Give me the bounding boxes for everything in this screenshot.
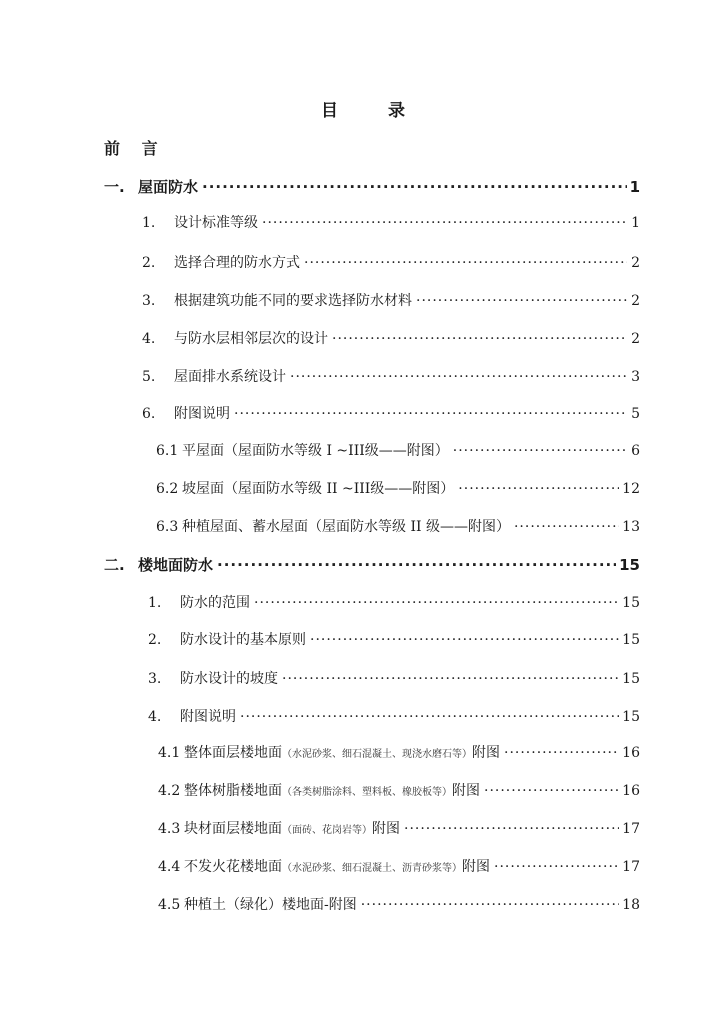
- toc-entry-page: 3: [631, 369, 640, 385]
- page-title: 目 录: [321, 101, 427, 121]
- toc-entry-title: 防水设计的基本原则: [180, 632, 306, 648]
- toc-entry-page: 18: [622, 897, 640, 913]
- toc-entry-title: 选择合理的防水方式: [174, 255, 300, 271]
- toc-entry-number: 4.4: [158, 859, 181, 875]
- toc-entry-title: 附图说明: [174, 406, 230, 422]
- toc-entry-page: 2: [631, 255, 640, 271]
- toc-leader-dots: [202, 178, 627, 196]
- toc-entry-number: 4.5: [158, 897, 181, 913]
- toc-entry-number: 4.3: [158, 821, 181, 837]
- toc-entry[interactable]: [158, 856, 640, 878]
- toc-entry-number: 4.: [142, 331, 156, 347]
- toc-entry[interactable]: [158, 894, 640, 916]
- toc-entry-note: （水泥砂浆、细石混凝土、沥青砂浆等）: [282, 863, 462, 874]
- toc-entry-note: （各类树脂涂料、塑料板、橡胶板等）: [282, 787, 452, 798]
- toc-entry[interactable]: [156, 440, 640, 462]
- toc-leader-dots: [514, 519, 619, 535]
- toc-leader-dots: [217, 556, 616, 574]
- toc-entry-title: 防水的范围: [180, 595, 250, 611]
- toc-entry-title: 防水设计的坡度: [180, 671, 278, 687]
- toc-entry-number: 3.: [142, 293, 156, 309]
- toc-leader-dots: [458, 481, 619, 497]
- toc-leader-dots: [504, 745, 619, 761]
- toc-entry-page: 12: [622, 481, 640, 497]
- toc-leader-dots: [494, 859, 619, 875]
- toc-leader-dots: [234, 406, 627, 422]
- toc-leader-dots: [361, 897, 619, 913]
- toc-entry-number: 5.: [142, 369, 156, 385]
- toc-leader-dots: [332, 331, 627, 347]
- toc-preface: 前 言: [104, 139, 166, 158]
- toc-leader-dots: [404, 821, 619, 837]
- toc-entry-title: 设计标准等级: [174, 215, 258, 231]
- toc-entry[interactable]: [142, 366, 640, 388]
- toc-entry-page: 5: [631, 406, 640, 422]
- toc-leader-dots: [240, 709, 619, 725]
- toc-entry-title: 坡屋面（屋面防水等级 II ~III级——附图）: [182, 481, 455, 497]
- toc-entry-title: 整体面层楼地面: [184, 745, 282, 761]
- toc-entry-title: 块材面层楼地面: [184, 821, 282, 837]
- toc-entry-number: 2.: [142, 255, 156, 271]
- toc-entry-note: （面砖、花岗岩等）: [282, 825, 372, 836]
- toc-entry-number: 6.: [142, 406, 156, 422]
- toc-entry-title: 不发火花楼地面: [184, 859, 282, 875]
- toc-leader-dots: [282, 671, 619, 687]
- toc-entry[interactable]: [142, 328, 640, 350]
- toc-entry-number: 6.2: [156, 481, 179, 497]
- toc-entry-title: 附图说明: [180, 709, 236, 725]
- toc-entry[interactable]: [158, 780, 640, 802]
- toc-leader-dots: [304, 255, 627, 271]
- toc-entry-page: 15: [622, 595, 640, 611]
- toc-entry-page: 13: [622, 519, 640, 535]
- toc-entry-suffix: 附图: [452, 783, 480, 799]
- toc-leader-dots: [416, 293, 627, 309]
- toc-entry-page: 16: [622, 783, 640, 799]
- toc-entry[interactable]: [148, 592, 640, 614]
- toc-leader-dots: [290, 369, 627, 385]
- toc-entry-title: 屋面防水: [138, 178, 199, 196]
- toc-entry-suffix: 附图: [472, 745, 500, 761]
- toc-entry[interactable]: [158, 818, 640, 840]
- toc-entry-page: 2: [631, 293, 640, 309]
- toc-entry[interactable]: [148, 668, 640, 690]
- toc-entry-number: 4.2: [158, 783, 181, 799]
- toc-entry-suffix: 附图: [372, 821, 400, 837]
- toc-leader-dots: [453, 443, 627, 459]
- toc-leader-dots: [310, 632, 619, 648]
- toc-entry-title: 楼地面防水: [138, 556, 214, 574]
- toc-entry[interactable]: [142, 403, 640, 425]
- toc-entry-number: 6.1: [156, 443, 179, 459]
- toc-entry-title: 平屋面（屋面防水等级 I ~III级——附图）: [182, 443, 449, 459]
- toc-entry-page: 6: [631, 443, 640, 459]
- toc-entry[interactable]: [104, 176, 640, 198]
- toc-entry[interactable]: [142, 252, 640, 274]
- toc-entry-number: 1.: [142, 215, 156, 231]
- toc-entry-number: 1.: [148, 595, 162, 611]
- toc-entry-suffix: 附图: [462, 859, 490, 875]
- toc-entry[interactable]: [158, 742, 640, 764]
- toc-entry-page: 1: [629, 178, 640, 196]
- toc-leader-dots: [484, 783, 619, 799]
- toc-entry[interactable]: [148, 706, 640, 728]
- toc-entry-title: 种植屋面、蓄水屋面（屋面防水等级 II 级——附图）: [182, 519, 510, 535]
- toc-entry-page: 17: [622, 859, 640, 875]
- toc-entry-note: （水泥砂浆、细石混凝土、现浇水磨石等）: [282, 749, 472, 760]
- toc-entry[interactable]: [142, 290, 640, 312]
- toc-entry-page: 15: [622, 709, 640, 725]
- toc-entry-page: 15: [622, 632, 640, 648]
- toc-entry[interactable]: [148, 629, 640, 651]
- toc-entry-title: 根据建筑功能不同的要求选择防水材料: [174, 293, 412, 309]
- toc-entry-page: 1: [631, 215, 640, 231]
- toc-entry-number: 一.: [104, 178, 125, 196]
- toc-entry[interactable]: [156, 478, 640, 500]
- toc-entry-title: 种植土（绿化）楼地面-附图: [184, 897, 357, 913]
- toc-entry[interactable]: [104, 554, 640, 576]
- toc-entry-number: 3.: [148, 671, 162, 687]
- toc-entry-page: 15: [622, 671, 640, 687]
- toc-leader-dots: [262, 215, 627, 231]
- toc-entry-number: 2.: [148, 632, 162, 648]
- toc-entry-title: 与防水层相邻层次的设计: [174, 331, 328, 347]
- toc-entry-page: 2: [631, 331, 640, 347]
- toc-entry[interactable]: [142, 212, 640, 234]
- toc-entry-page: 15: [619, 556, 640, 574]
- toc-entry-number: 4.: [148, 709, 162, 725]
- toc-entry-number: 二.: [104, 556, 125, 574]
- toc-entry-page: 16: [622, 745, 640, 761]
- toc-entry-title: 整体树脂楼地面: [184, 783, 282, 799]
- toc-entry-title: 屋面排水系统设计: [174, 369, 286, 385]
- toc-leader-dots: [254, 595, 619, 611]
- toc-entry-number: 4.1: [158, 745, 181, 761]
- toc-entry-number: 6.3: [156, 519, 179, 535]
- toc-entry[interactable]: [156, 516, 640, 538]
- toc-entry-page: 17: [622, 821, 640, 837]
